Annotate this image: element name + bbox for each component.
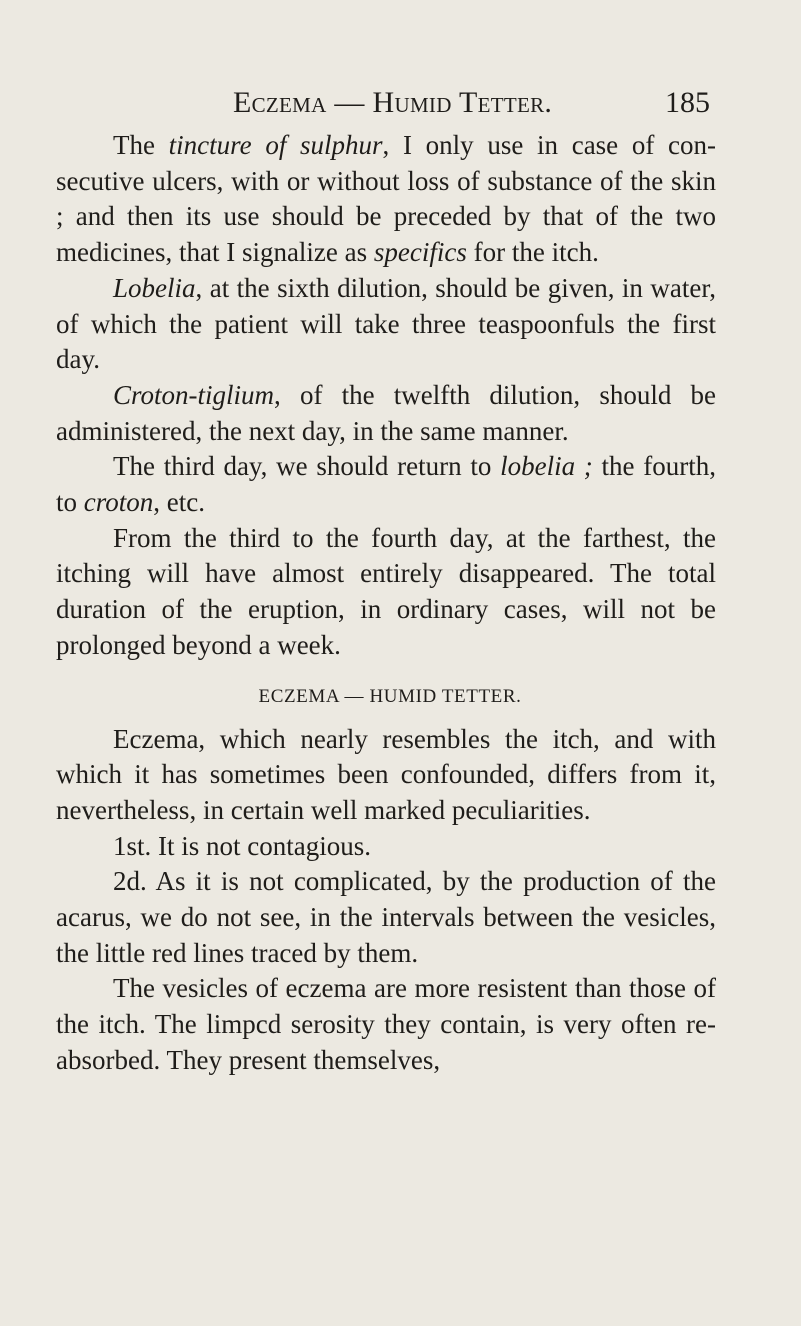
paragraph-croton-tiglium	[56, 378, 716, 449]
text-run: the fourth, to	[56, 451, 716, 518]
italic-term: specifics	[373, 237, 467, 268]
running-head-title: Eczema — Humid Tetter.	[233, 86, 553, 119]
running-head	[140, 86, 710, 126]
text-run: From the third to the fourth day, at the farthest, the itching will have almost entirely disappeared. The total duration of the eruption, in ordinary cases, will not be prolonged beyond a week.	[56, 522, 716, 660]
paragraph-first-peculiarity	[56, 829, 716, 865]
section-heading: ECZEMA — HUMID TETTER.	[258, 685, 522, 707]
text-run: , of the twelfth dilution, should be administered, the next day, in the same manner.	[56, 379, 716, 446]
paragraph-tincture-of-sulphur	[56, 128, 716, 271]
text-run: The third day, we should return to	[113, 451, 501, 482]
paragraph-vesicles	[56, 971, 716, 1078]
text-run: , at the sixth dilution, should be given, in water, of which the patient will take three teaspoonfuls the first day.	[56, 272, 716, 375]
text-run: 1st. It is not contagious.	[113, 830, 371, 861]
text-run: for the itch.	[466, 237, 599, 268]
italic-term: Croton-tiglium	[113, 379, 275, 410]
paragraph-third-day	[56, 449, 716, 520]
italic-term: Lobelia	[113, 272, 196, 303]
paragraph-lobelia	[56, 271, 716, 378]
text-run: , I only use in case of consecutive ulcers, with or without loss of substance of the skin ; and then its use should be preceded by that of the two medicines, that I signalize as	[56, 130, 717, 268]
paragraph-itching-duration	[56, 521, 716, 664]
text-run: The	[113, 130, 169, 160]
page-number: 185	[665, 86, 710, 119]
text-run: The vesicles of eczema are more resistent than those of the itch. The limpcd serosity they contain, is very often re-absorbed. They present themselves,	[56, 973, 716, 1075]
paragraph-eczema-intro	[56, 722, 716, 829]
body-text	[56, 128, 716, 1079]
paragraph-second-peculiarity	[56, 864, 716, 971]
italic-term: tincture of sulphur	[168, 130, 383, 160]
italic-term: lobelia ;	[500, 451, 593, 482]
text-run: , etc.	[153, 487, 205, 518]
text-run: 2d. As it is not complicated, by the production of the acarus, we do not see, in the intervals between the vesicles, the little red lines traced by them.	[56, 866, 716, 968]
text-run: Eczema, which nearly resembles the itch, and with which it has sometimes been confounded, differs from it, nevertheless, in certain well marked peculiarities.	[56, 723, 716, 825]
italic-term: croton	[83, 487, 154, 518]
